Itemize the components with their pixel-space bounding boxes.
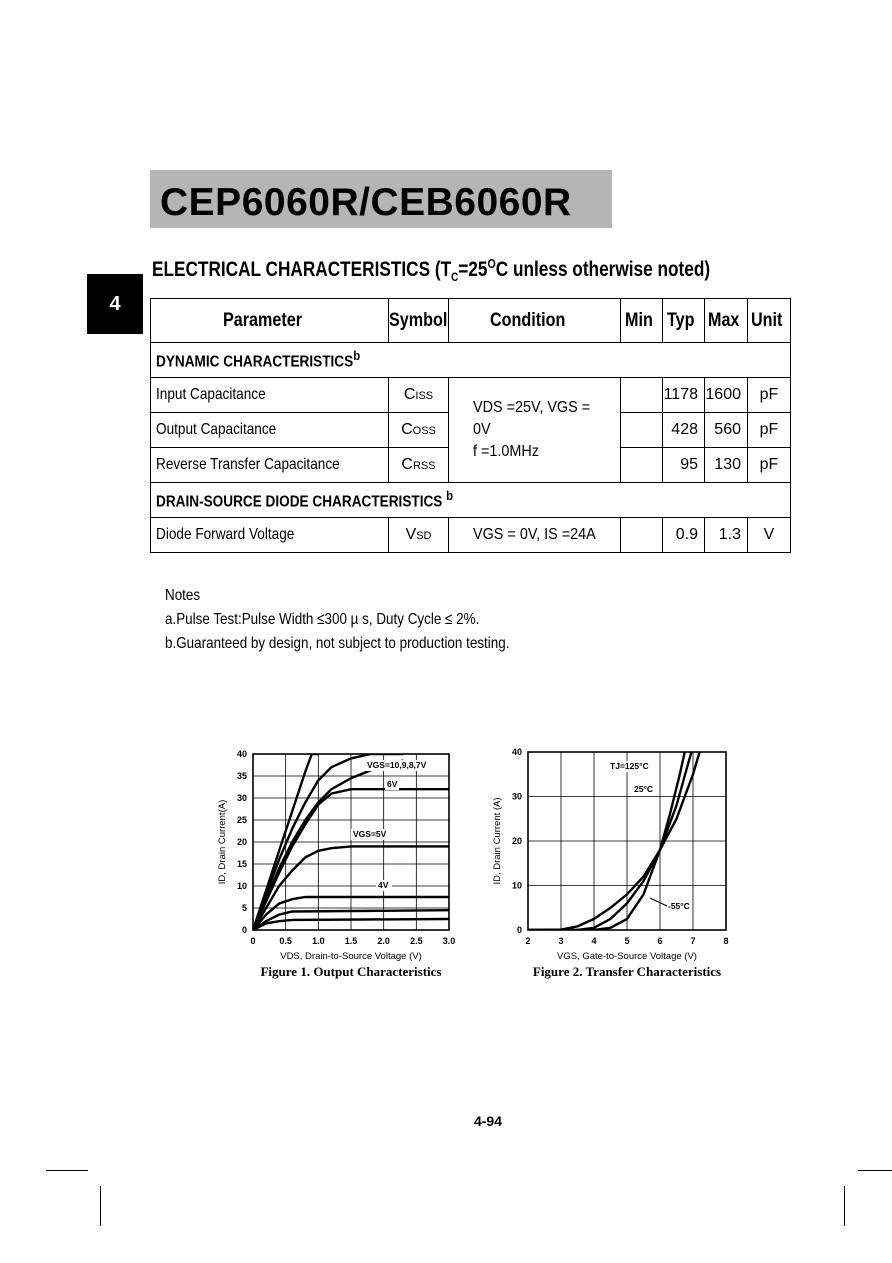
annotation: 4V <box>378 880 389 890</box>
crop-mark-right-h <box>858 1170 892 1171</box>
notes <box>165 584 575 656</box>
note-a: a.Pulse Test:Pulse Width ≤300 µ s, Duty Cycle ≤ 2%. <box>165 611 480 628</box>
y-tick-label: 20 <box>236 837 247 847</box>
x-tick-label: 1.5 <box>344 936 358 946</box>
annotation: 6V <box>387 779 398 789</box>
annotation: TJ=125°C <box>610 761 649 771</box>
notes-title: Notes <box>165 587 201 604</box>
header-parameter: Parameter <box>151 299 389 343</box>
x-tick-label: 5 <box>624 936 630 946</box>
figure-2-transfer-characteristics <box>480 740 760 995</box>
dynamic-section-label: DYNAMIC CHARACTERISTICS <box>156 353 354 371</box>
x-tick-label: 6 <box>657 936 663 946</box>
part-title-box <box>150 170 612 228</box>
x-tick-label: 1.0 <box>312 936 325 946</box>
y-tick-label: 5 <box>241 903 247 913</box>
part-title: CEP6060R/CEB6060R <box>160 181 572 224</box>
y-tick-label: 30 <box>236 793 247 803</box>
x-tick-label: 2.5 <box>410 936 423 946</box>
header-symbol: Symbol <box>389 299 449 343</box>
y-tick-label: 0 <box>241 925 247 935</box>
figure-1-output-characteristics <box>195 740 475 995</box>
y-tick-label: 40 <box>511 747 522 757</box>
y-tick-label: 20 <box>511 836 522 846</box>
y-tick-label: 25 <box>236 815 247 825</box>
annotation: 25°C <box>634 784 653 794</box>
header-unit: Unit <box>748 299 791 343</box>
header-typ: Typ <box>663 299 705 343</box>
note-b: b.Guaranteed by design, not subject to production testing. <box>165 635 510 652</box>
electrical-characteristics-table <box>150 298 791 553</box>
y-tick-label: 0 <box>516 925 522 935</box>
section-heading: ELECTRICAL CHARACTERISTICS ($T_C=25^OC$ unless otherwise noted) <box>152 256 711 285</box>
figure-caption: Figure 2. Transfer Characteristics <box>532 964 722 979</box>
section-number: 4 <box>109 292 121 315</box>
annotation: VGS=10,9,8,7V <box>367 760 427 770</box>
section-tab <box>87 274 143 334</box>
header-max: Max <box>705 299 748 343</box>
table-row: Diode Forward Voltage VSD VGS = 0V, IS =24A 0.9 1.3 V <box>151 518 791 553</box>
x-tick-label: 3 <box>558 936 564 946</box>
y-tick-label: 10 <box>511 880 522 891</box>
x-axis-label: VGS, Gate-to-Source Voltage (V) <box>557 951 697 962</box>
dynamic-section-row: DYNAMIC CHARACTERISTICS$^b$ <box>151 343 791 378</box>
x-tick-label: 0.5 <box>279 936 292 946</box>
table-row: Input Capacitance CISS VDS =25V, VGS = 0V f =1.0MHz 1178 1600 pF <box>151 378 791 413</box>
annotation: -55°C <box>668 901 690 911</box>
y-tick-label: 15 <box>236 859 247 869</box>
x-tick-label: 0 <box>250 936 256 946</box>
y-tick-label: 40 <box>236 749 247 759</box>
header-condition: Condition <box>449 299 621 343</box>
x-tick-label: 3.0 <box>442 936 456 946</box>
table-header-row <box>151 299 791 343</box>
table-row: Reverse Transfer Capacitance CRSS 95 130 pF <box>151 448 791 483</box>
x-tick-label: 2 <box>525 936 531 946</box>
x-tick-label: 7 <box>690 936 696 946</box>
crop-mark-left-v <box>100 1186 101 1226</box>
x-tick-label: 8 <box>723 936 729 946</box>
x-tick-label: 4 <box>591 936 597 946</box>
y-tick-label: 30 <box>511 791 522 802</box>
header-min: Min <box>621 299 663 343</box>
y-axis-label: ID, Drain Current (A) <box>492 797 503 885</box>
x-tick-label: 2.0 <box>377 936 390 946</box>
figure-caption: Figure 1. Output Characteristics <box>260 964 442 979</box>
table-row: Output Capacitance COSS 428 560 pF <box>151 413 791 448</box>
diode-section-label: DRAIN-SOURCE DIODE CHARACTERISTICS <box>156 493 443 511</box>
crop-mark-right-v <box>844 1186 845 1226</box>
annotation: VGS=5V <box>353 829 387 839</box>
crop-mark-left-h <box>46 1170 88 1171</box>
y-axis-label: ID, Drain Current(A) <box>217 799 228 885</box>
dynamic-condition: VDS =25V, VGS = 0V f =1.0MHz <box>449 378 621 483</box>
y-tick-label: 35 <box>236 771 247 781</box>
x-axis-label: VDS, Drain-to-Source Voltage (V) <box>280 951 422 962</box>
diode-section-row: DRAIN-SOURCE DIODE CHARACTERISTICS $^b$ <box>151 483 791 518</box>
y-tick-label: 10 <box>236 881 247 891</box>
annotation-leader <box>650 898 667 906</box>
page-number: 4-94 <box>473 1113 503 1129</box>
